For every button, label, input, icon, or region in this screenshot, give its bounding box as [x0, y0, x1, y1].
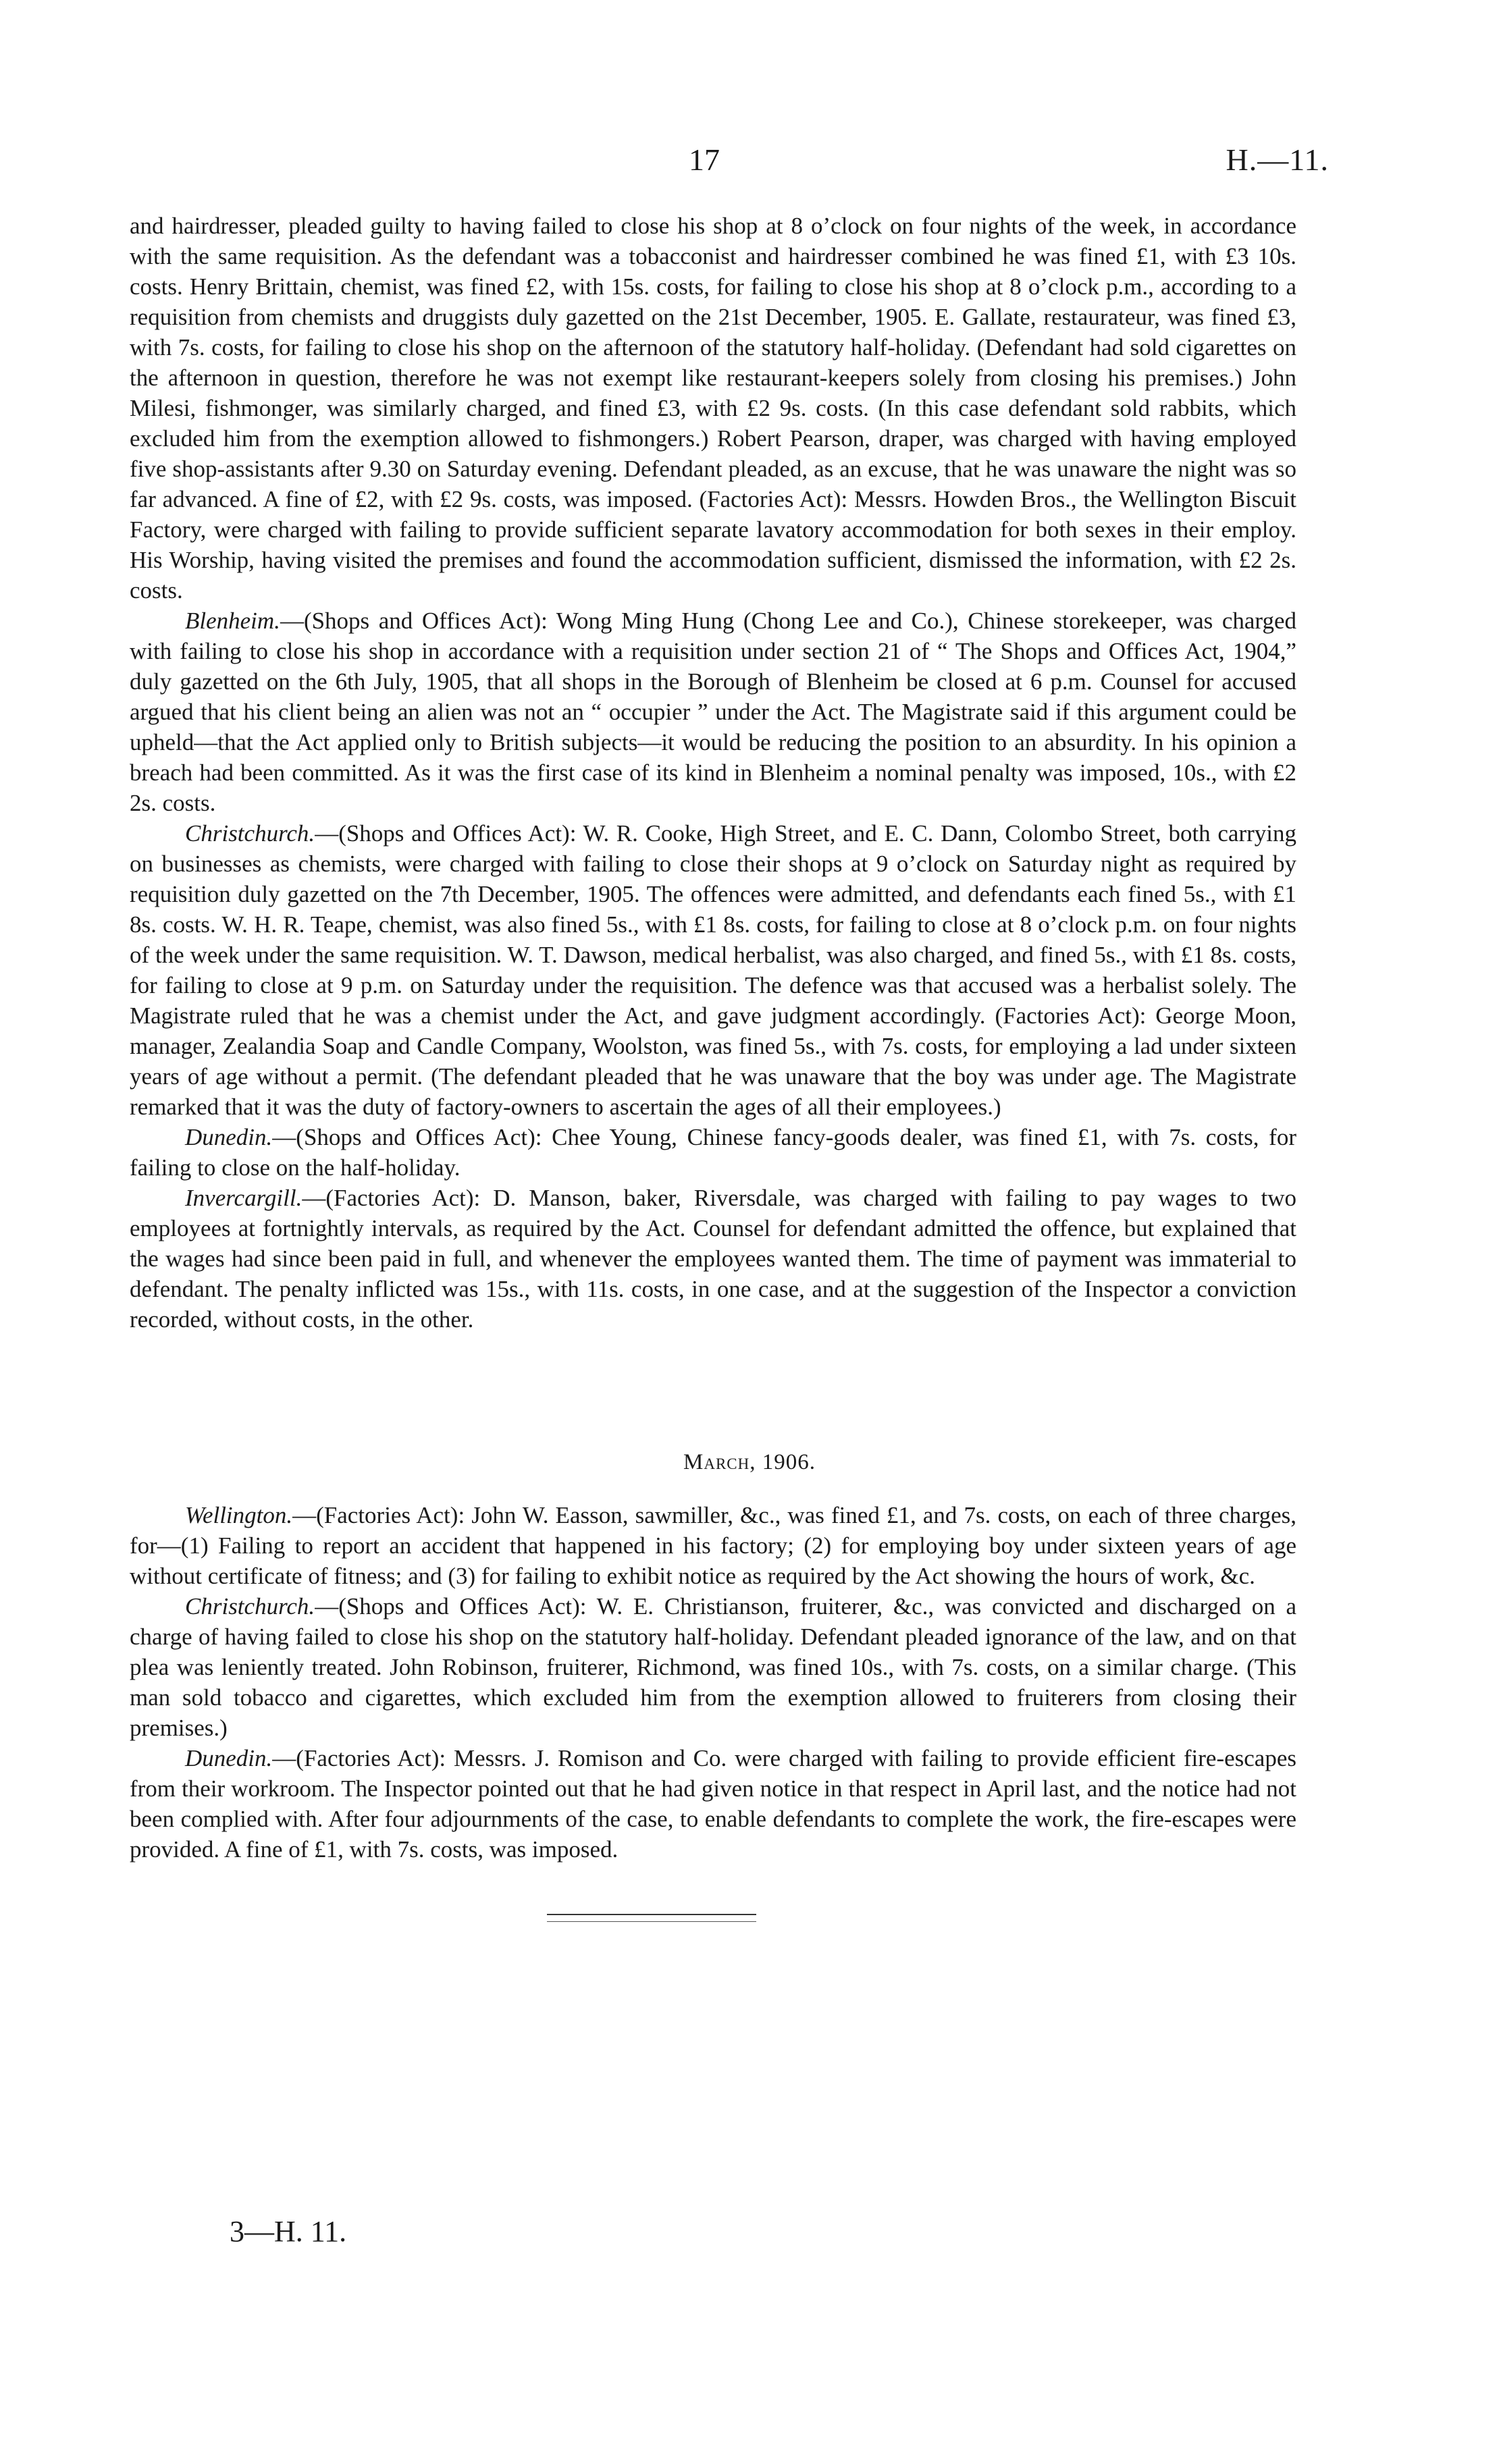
place-name: Blenheim. [185, 608, 280, 634]
case-text: —(Factories Act): Messrs. J. Romison and Co. were charged with failing to provide efficient fire-escapes from their workroom. The Inspector pointed out that he had given notice in that respect in April last, and the notice had not been complied with. After four adjournments of the case, to enable defendants to complete the work, the fire-escapes were provided. A fine of £1, with 7s. costs, was imposed. [130, 1745, 1296, 1863]
section-divider-rule [547, 1914, 756, 1915]
section-divider-rule-thin [547, 1921, 756, 1922]
case-text: —(Shops and Offices Act): W. E. Christianson, fruiterer, &c., was convicted and discharged on a charge of having failed to close his shop on the statutory half-holiday. Defendant pleaded ignorance of the law, and on that plea was leniently treated. John Robinson, fruiterer, Richmond, was fined 10s., with 7s. costs, on a similar charge. (This man sold tobacco and cigarettes, which excluded him from the exemption allowed to fruiterers from closing their premises.) [130, 1593, 1296, 1741]
place-name: Dunedin. [185, 1124, 273, 1150]
case-paragraph-wellington [130, 1500, 1296, 1591]
march-cases [130, 1500, 1296, 1865]
case-paragraph-dunedin [130, 1743, 1296, 1865]
february-cases [130, 211, 1296, 1335]
case-paragraph-dunedin [130, 1122, 1296, 1183]
case-text: —(Factories Act): John W. Easson, sawmiller, &c., was fined £1, and 7s. costs, on each of three charges, for—(1) Failing to report an accident that happened in his factory; (2) for employing boy under sixteen years of age without certificate of fitness; and (3) for failing to exhibit notice as required by the Act showing the hours of work, &c. [130, 1502, 1296, 1589]
footer-signature: 3—H. 11. [230, 2215, 347, 2248]
case-paragraph-christchurch [130, 818, 1296, 1122]
place-name: Wellington. [185, 1502, 293, 1528]
document-reference: H.—11. [1226, 142, 1329, 177]
place-name: Dunedin. [185, 1745, 273, 1771]
case-paragraph-christchurch [130, 1591, 1296, 1743]
page-number: 17 [689, 142, 720, 177]
case-text: —(Shops and Offices Act): Wong Ming Hung (Chong Lee and Co.), Chinese storekeeper, was charged with failing to close his shop in accordance with a requisition under section 21 of “ The Shops and Offices Act, 1904,” duly gazetted on the 6th July, 1905, that all shops in the Borough of Blenheim be closed at 6 p.m. Counsel for accused argued that his client being an alien was not an “ occupier ” under the Act. The Magistrate said if this argument could be upheld—that the Act applied only to British subjects—it would be reducing the position to an absurdity. In his opinion a breach had been committed. As it was the first case of its kind in Blenheim a nominal penalty was imposed, 10s., with £2 2s. costs. [130, 608, 1296, 816]
place-name: Invercargill. [185, 1185, 303, 1211]
case-text: —(Shops and Offices Act): W. R. Cooke, High Street, and E. C. Dann, Colombo Street, both carrying on businesses as chemists, were charged with failing to close their shops at 9 o’clock on Saturday night as required by requisition duly gazetted on the 7th December, 1905. The offences were admitted, and defendants each fined 5s., with £1 8s. costs. W. H. R. Teape, chemist, was also fined 5s., with £1 8s. costs, for failing to close at 8 o’clock p.m. on four nights of the week under the same requisition. W. T. Dawson, medical herbalist, was also charged, and fined 5s., with £1 8s. costs, for failing to close at 9 p.m. on Saturday under the requisition. The defence was that accused was a herbalist solely. The Magistrate ruled that he was a chemist under the Act, and gave judgment accordingly. (Factories Act): George Moon, manager, Zealandia Soap and Candle Company, Woolston, was fined 5s., with 7s. costs, for employing a lad under sixteen years of age without a permit. (The defendant pleaded that he was unaware that the boy was under age. The Magistrate remarked that it was the duty of factory-owners to ascertain the ages of all their employees.) [130, 820, 1296, 1120]
case-paragraph-blenheim [130, 606, 1296, 818]
place-name: Christchurch. [185, 820, 315, 847]
case-paragraph-invercargill [130, 1183, 1296, 1335]
case-text: —(Factories Act): D. Manson, baker, Riversdale, was charged with failing to pay wages to two employees at fortnightly intervals, as required by the Act. Counsel for defendant admitted the offence, but explained that the wages had since been paid in full, and whenever the employees wanted them. The time of payment was immaterial to defendant. The penalty inflicted was 15s., with 11s. costs, in one case, and at the suggestion of the Inspector a conviction recorded, without costs, in the other. [130, 1185, 1296, 1333]
case-text: —(Shops and Offices Act): Chee Young, Chinese fancy-goods dealer, was fined £1, with 7s. costs, for failing to close on the half-holiday. [130, 1124, 1296, 1181]
case-paragraph-wellington-continued: and hairdresser, pleaded guilty to having failed to close his shop at 8 o’clock on four nights of the week, in accordance with the same requisition. As the defendant was a tobacconist and hairdresser combined he was fined £1, with £3 10s. costs. Henry Brittain, chemist, was fined £2, with 15s. costs, for failing to close his shop at 8 o’clock p.m., according to a requisition from chemists and druggists duly gazetted on the 21st December, 1905. E. Gallate, restaurateur, was fined £3, with 7s. costs, for failing to close his shop on the afternoon of the statutory half-holiday. (Defendant had sold cigarettes on the afternoon in question, therefore he was not exempt like restaurant-keepers solely from closing his premises.) John Milesi, fishmonger, was similarly charged, and fined £3, with £2 9s. costs. (In this case defendant sold rabbits, which excluded him from the exemption allowed to fishmongers.) Robert Pearson, draper, was charged with having employed five shop-assistants after 9.30 on Saturday evening. Defendant pleaded, as an excuse, that he was unaware the night was so far advanced. A fine of £2, with £2 9s. costs, was imposed. (Factories Act): Messrs. Howden Bros., the Wellington Biscuit Factory, were charged with failing to provide sufficient separate lavatory accommodation for both sexes in their employ. His Worship, having visited the premises and found the accommodation sufficient, dismissed the information, with £2 2s. costs. [130, 213, 1296, 604]
section-heading-march-1906: March, 1906. [683, 1450, 816, 1474]
place-name: Christchurch. [185, 1593, 315, 1619]
